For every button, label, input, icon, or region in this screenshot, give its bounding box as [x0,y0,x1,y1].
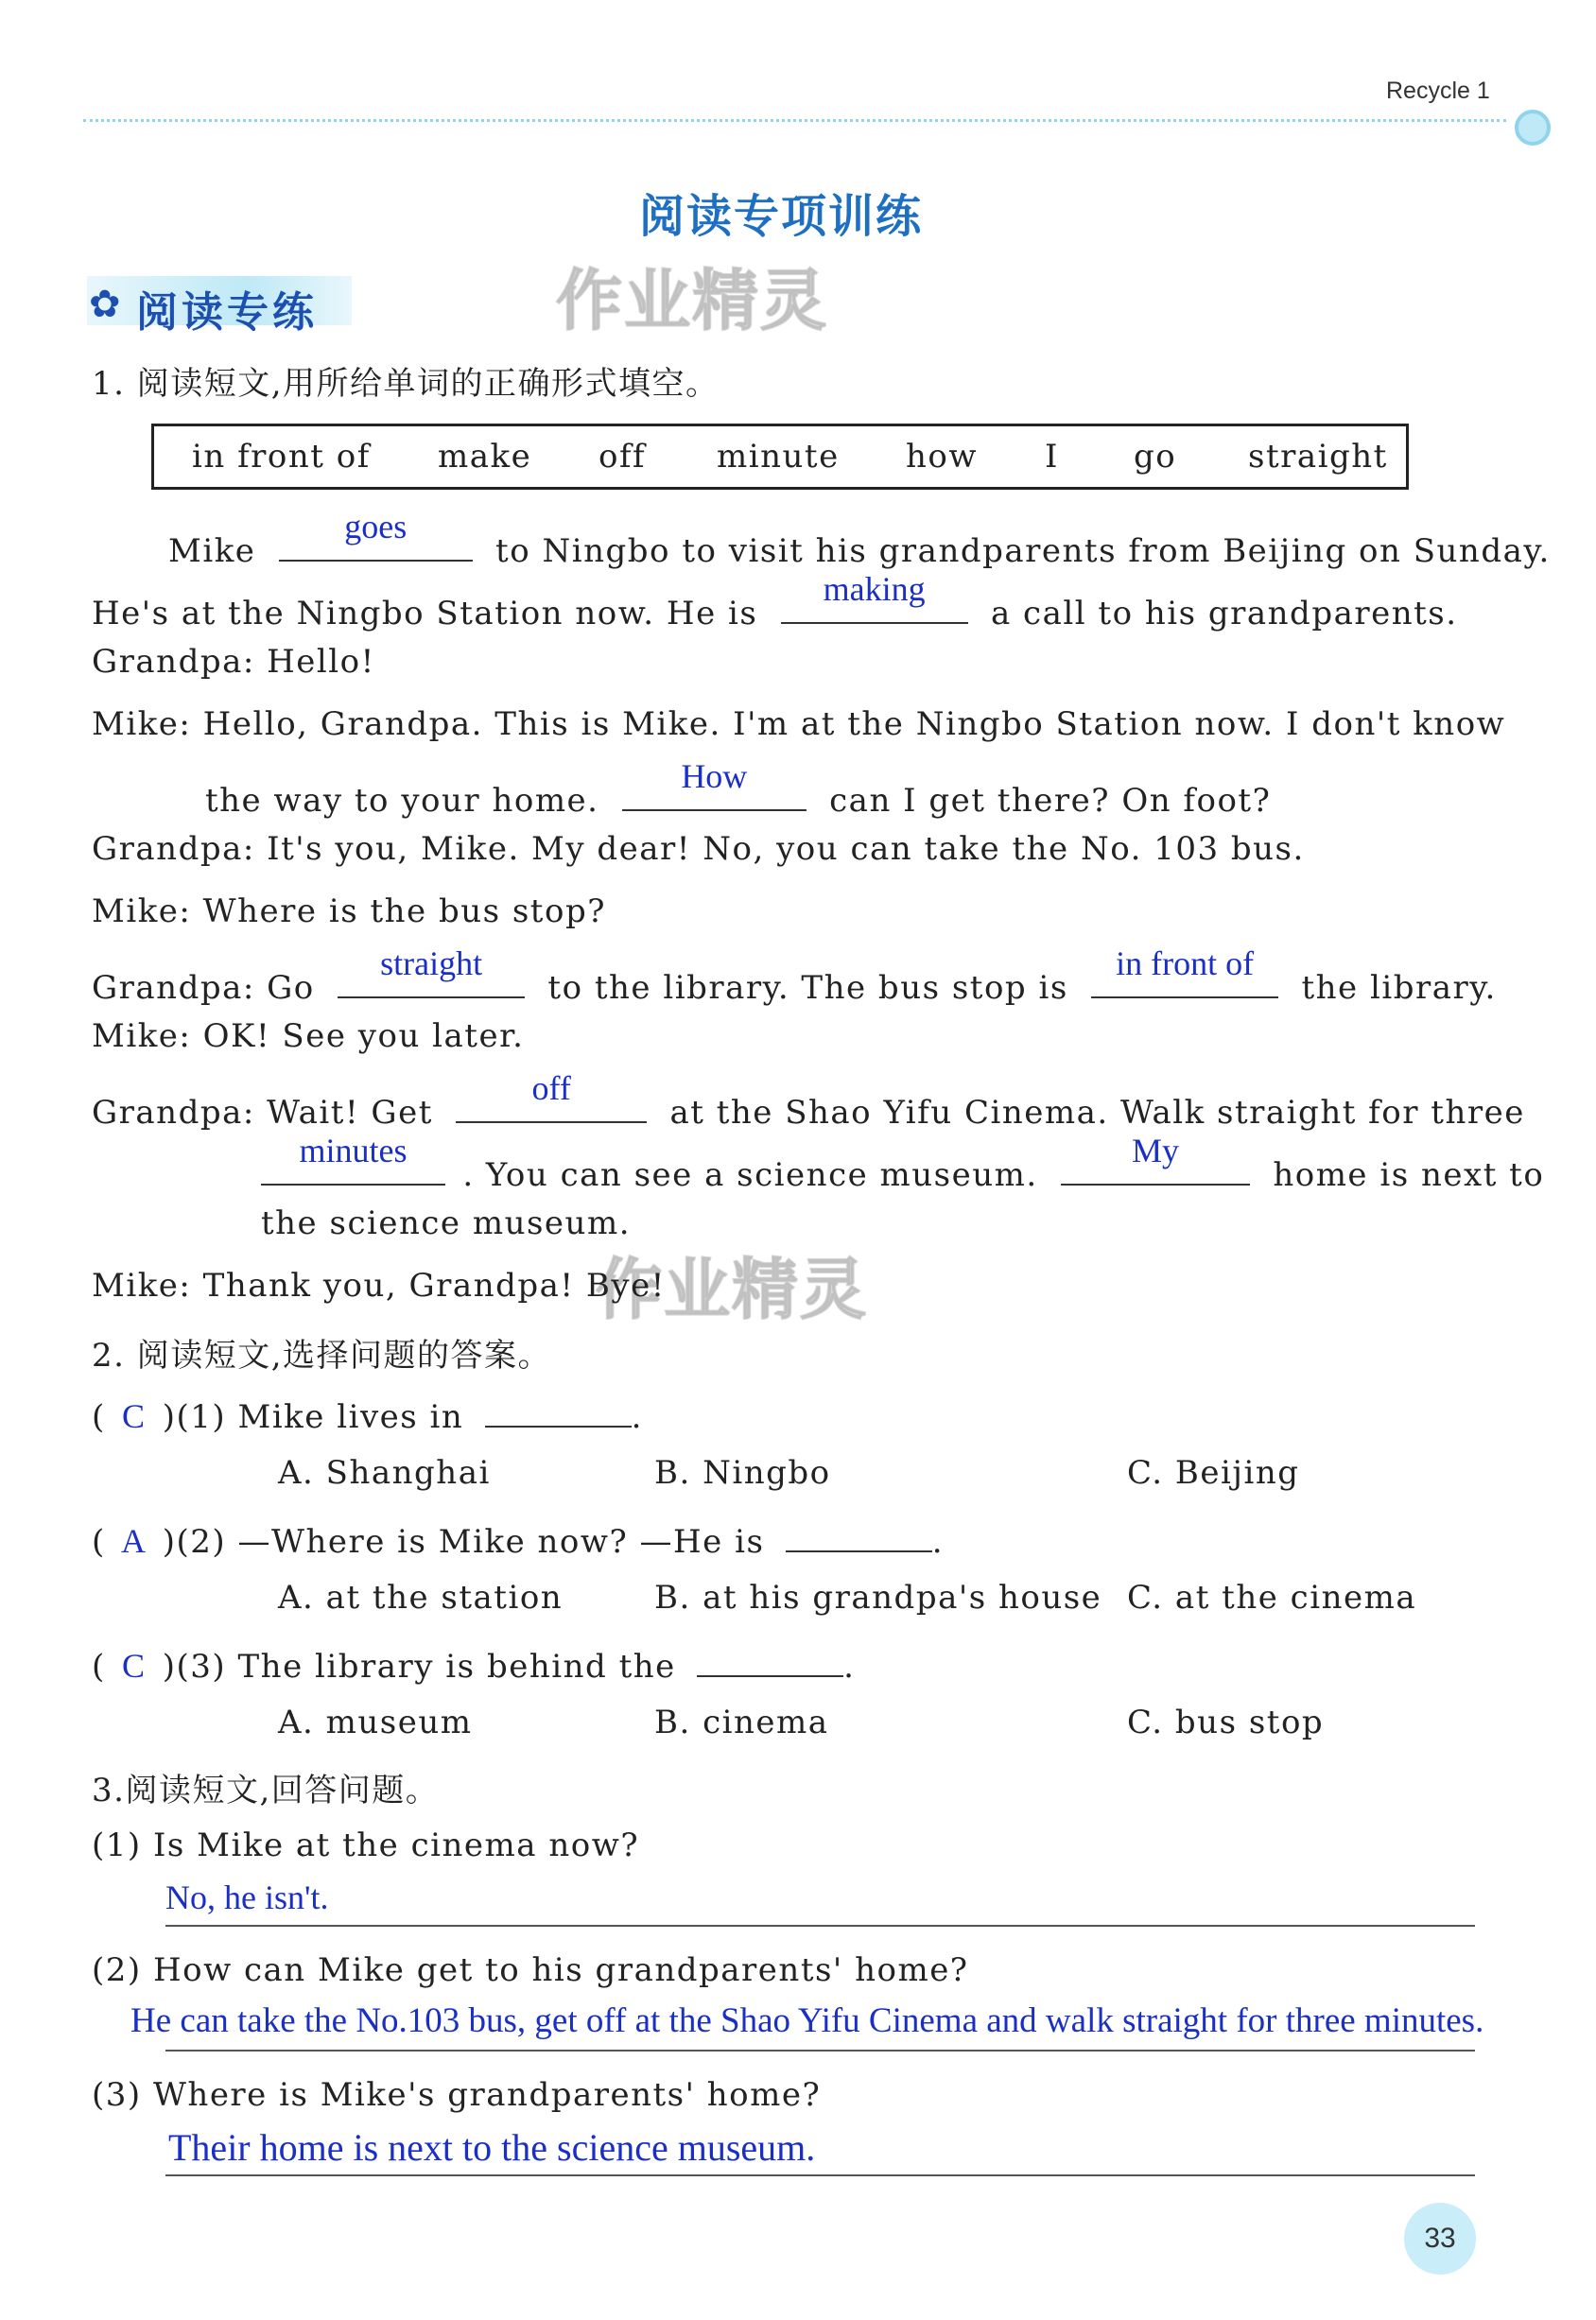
open-question: (3) Where is Mike's grandparents' home? [92,2076,822,2114]
word-box [151,424,1409,490]
answer-text: off [531,1069,571,1107]
choice-question: ( C )(3) The library is behind the . [92,1641,855,1686]
passage-line: the way to your home. How can I get there? On foot? [205,757,1272,820]
star-icon: ✿ [89,283,121,326]
passage-line: Grandpa: Hello! [92,643,375,681]
page-title: 阅读专项训练 [639,192,924,242]
open-question: (1) Is Mike at the cinema now? [92,1827,640,1864]
passage-line: minutes . You can see a science museum. My home is next to [261,1142,1544,1194]
answer-line [165,2174,1475,2176]
passage-line: Mike: Where is the bus stop? [92,892,606,930]
option: A. at the station [278,1579,564,1617]
q2-instruction: 2. 阅读短文,选择问题的答案。 [92,1337,552,1375]
option: B. Ningbo [654,1454,831,1492]
q3-instruction: 3.阅读短文,回答问题。 [92,1772,440,1809]
choice-answer[interactable]: A [121,1522,147,1560]
choice-question: ( A )(2) —Where is Mike now? —He is . [92,1516,944,1561]
page-number-badge [1404,2203,1476,2275]
passage-line: Mike: Hello, Grandpa. This is Mike. I'm at the Ningbo Station now. I don't know [92,705,1506,743]
answer-text: My [1132,1132,1180,1169]
word-item: in front of [192,438,371,476]
section-title: 阅读专练 [136,289,318,336]
option: C. at the cinema [1127,1579,1417,1617]
header-circle-icon [1515,110,1551,146]
answer-blank[interactable] [781,570,968,624]
answer-line [165,2050,1475,2052]
answer-blank[interactable] [485,1392,632,1428]
option: B. cinema [654,1704,829,1741]
option: A. Shanghai [278,1454,491,1492]
option: C. bus stop [1127,1704,1325,1741]
choice-question: ( C )(1) Mike lives in . [92,1392,643,1436]
answer-blank[interactable] [456,1069,647,1123]
passage-line: Grandpa: Go straight to the library. The bus stop is in front of the library. [92,944,1497,1007]
choice-answer[interactable]: C [122,1647,147,1685]
answer-blank[interactable] [1061,1132,1250,1186]
passage-line: Mike: Thank you, Grandpa! Bye! [92,1267,666,1305]
word-item: straight [1248,438,1388,476]
open-question: (2) How can Mike get to his grandparents' home? [92,1951,969,1989]
answer-blank[interactable] [786,1516,932,1552]
unit-label: Recycle 1 [1386,78,1490,104]
word-item: make [438,438,532,476]
answer-text: minutes [299,1132,408,1169]
written-answer[interactable]: He can take the No.103 bus, get off at the Shao Yifu Cinema and walk straight for three minutes. [130,2001,1484,2040]
written-answer[interactable]: No, he isn't. [165,1879,329,1916]
answer-blank[interactable] [338,944,525,998]
page-number: 33 [1424,2223,1456,2254]
word-item: how [906,438,978,476]
answer-blank[interactable] [279,508,473,562]
option: B. at his grandpa's house [654,1579,1102,1617]
passage-line: He's at the Ningbo Station now. He is making a call to his grandparents. [92,570,1458,632]
q1-instruction: 1. 阅读短文,用所给单词的正确形式填空。 [92,365,720,403]
passage-line: Mike: OK! See you later. [92,1017,525,1055]
header-rule [83,119,1506,122]
answer-blank[interactable] [697,1641,843,1677]
answer-text: straight [380,944,483,982]
passage-line: Mike goes to Ningbo to visit his grandparents from Beijing on Sunday. [168,508,1551,570]
choice-answer[interactable]: C [122,1397,147,1435]
answer-text: in front of [1116,944,1255,982]
word-item: off [598,438,647,476]
answer-text: making [823,570,926,608]
answer-text: goes [344,508,408,545]
word-item: minute [717,438,840,476]
option: A. museum [278,1704,473,1741]
answer-line [165,1925,1475,1927]
passage-line: Grandpa: Wait! Get off at the Shao Yifu Cinema. Walk straight for three [92,1069,1525,1132]
written-answer[interactable]: Their home is next to the science museum. [168,2126,816,2169]
answer-blank[interactable] [622,757,807,811]
answer-text: How [681,757,748,795]
passage-line: Grandpa: It's you, Mike. My dear! No, you can take the No. 103 bus. [92,830,1305,868]
passage-line: the science museum. [261,1204,631,1242]
watermark: 作业精灵 [556,264,828,338]
answer-blank[interactable] [1091,944,1278,998]
option: C. Beijing [1127,1454,1300,1492]
word-item: I [1045,438,1059,476]
word-item: go [1134,438,1177,476]
answer-blank[interactable] [261,1132,445,1186]
watermark: 作业精灵 [596,1253,868,1326]
